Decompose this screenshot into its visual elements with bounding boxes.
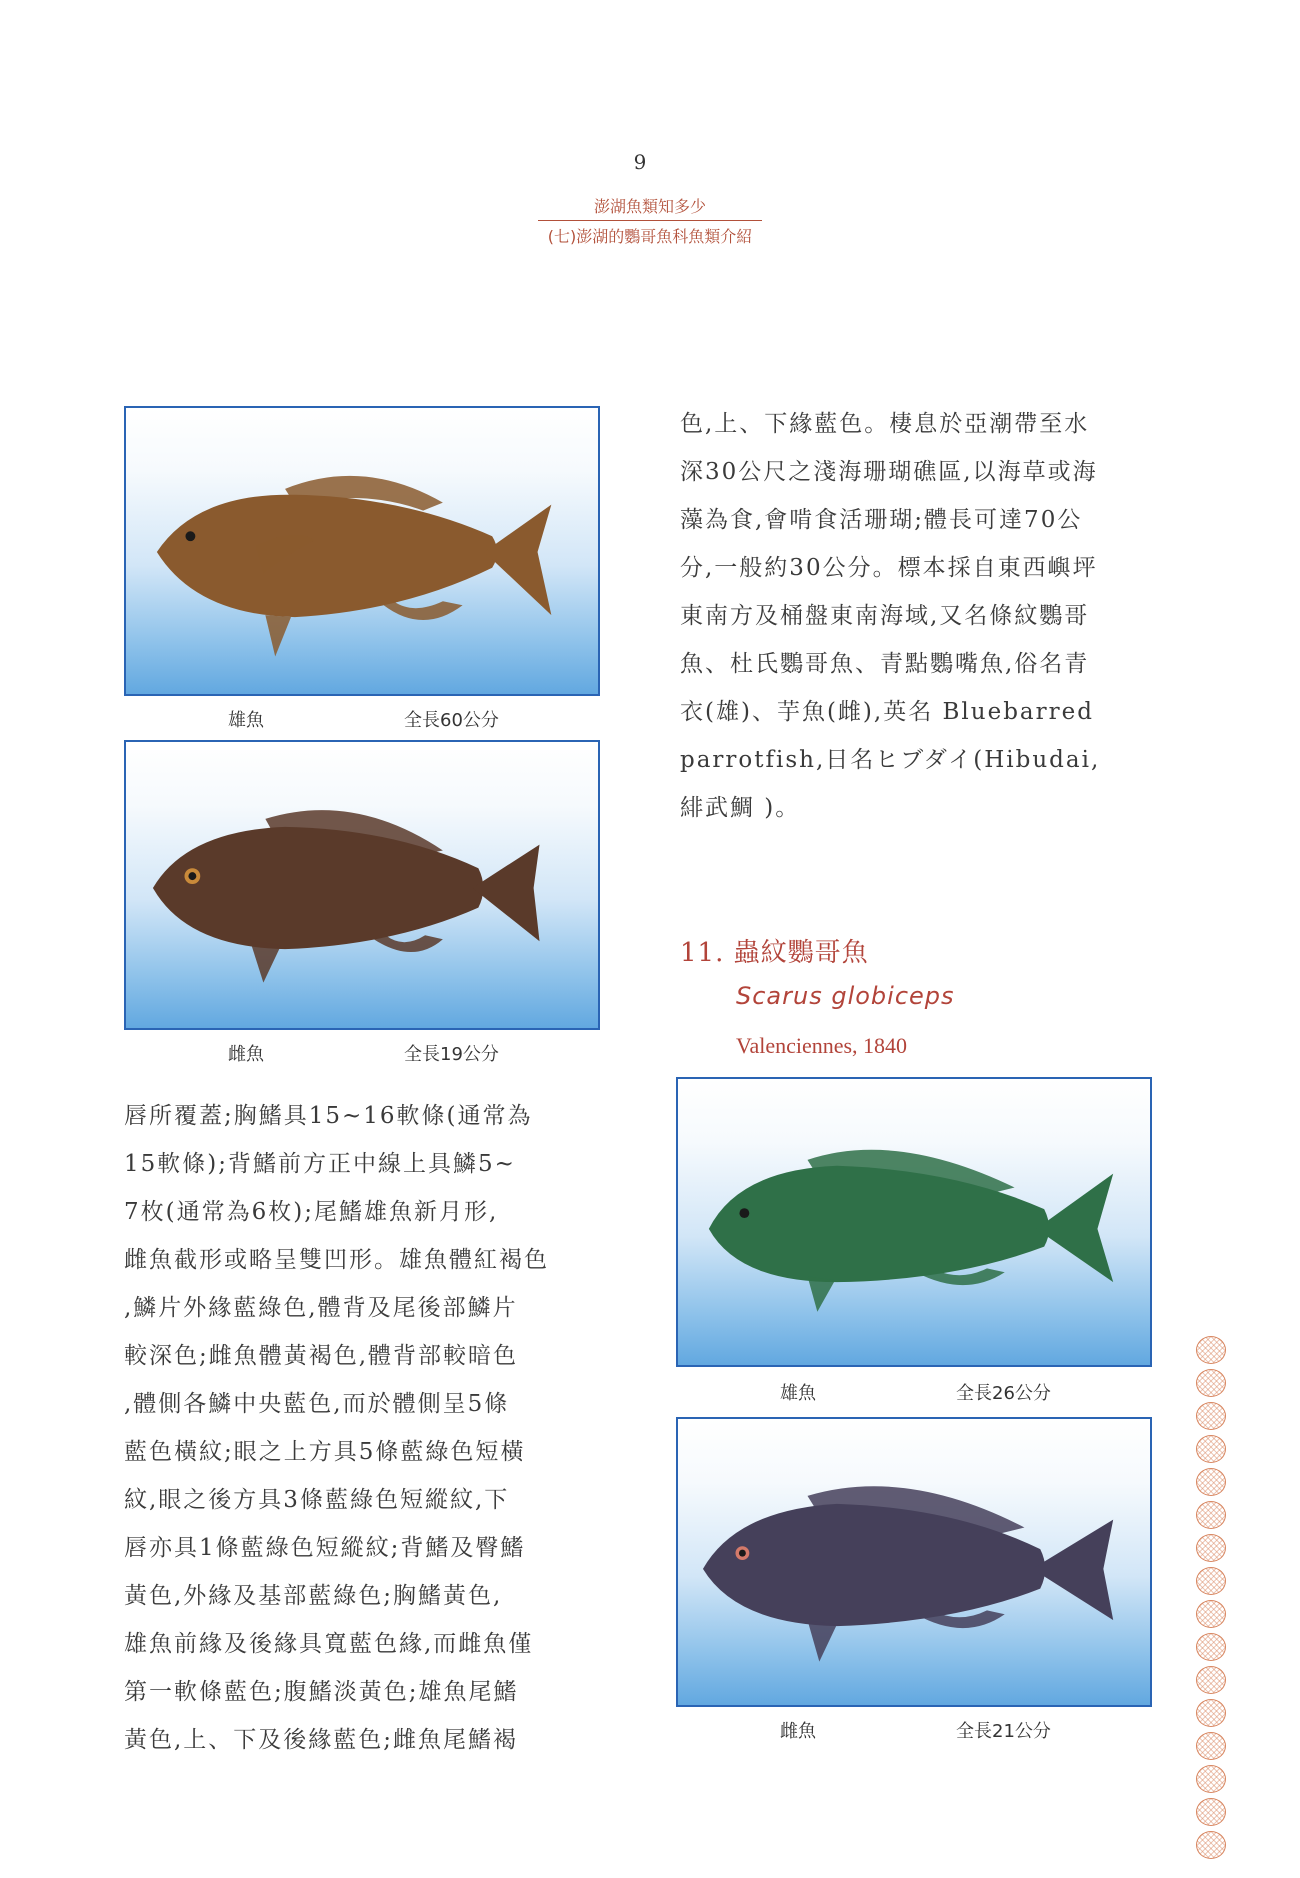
- ornament-coin: [1196, 1831, 1226, 1859]
- species-scientific-name: Scarus globiceps: [736, 982, 955, 1010]
- text-line: 7枚(通常為6枚);尾鰭雄魚新月形,: [124, 1199, 499, 1225]
- fish-photo-female-19cm: [124, 740, 600, 1030]
- photo-caption: [124, 706, 600, 732]
- caption-length: 全長19公分: [404, 1044, 499, 1065]
- text-line: 深30公尺之淺海珊瑚礁區,以海草或海: [680, 459, 1098, 485]
- text-line: 藍色橫紋;眼之上方具5條藍綠色短橫: [124, 1439, 526, 1465]
- ornament-coin: [1196, 1633, 1226, 1661]
- header-chapter-title: (七)澎湖的鸚哥魚科魚類介紹: [547, 227, 753, 246]
- text-line: 東南方及桶盤東南海域,又名條紋鸚哥: [680, 603, 1090, 629]
- text-line: 分,一般約30公分。標本採自東西嶼坪: [680, 555, 1098, 581]
- parrotfish-image: [678, 1079, 1150, 1365]
- text-line: 15軟條);背鰭前方正中線上具鱗5~: [124, 1151, 516, 1177]
- parrotfish-image: [126, 408, 598, 694]
- text-line: 紋,眼之後方具3條藍綠色短縱紋,下: [124, 1487, 510, 1513]
- page-number: 9: [633, 150, 647, 174]
- ornament-coin: [1196, 1765, 1226, 1793]
- text-line: 第一軟條藍色;腹鰭淡黃色;雄魚尾鰭: [124, 1679, 519, 1705]
- text-line: parrotfish,日名ヒブダイ(Hibudai,: [680, 747, 1101, 773]
- caption-sex: 雌魚: [228, 1044, 264, 1065]
- caption-length: 全長26公分: [956, 1383, 1051, 1404]
- parrotfish-image: [126, 742, 598, 1028]
- text-line: 黃色,外緣及基部藍綠色;胸鰭黃色,: [124, 1583, 503, 1609]
- text-line: 唇亦具1條藍綠色短縱紋;背鰭及臀鰭: [124, 1535, 526, 1561]
- fish-photo-male-60cm: [124, 406, 600, 696]
- ornament-coin: [1196, 1600, 1226, 1628]
- body-text-right-column: [680, 400, 1100, 832]
- ornament-coin: [1196, 1435, 1226, 1463]
- ornament-coin: [1196, 1336, 1226, 1364]
- running-header: [538, 194, 762, 247]
- photo-caption: [124, 1040, 600, 1066]
- photo-caption: [676, 1717, 1152, 1743]
- text-line: 藻為食,會啃食活珊瑚;體長可達70公: [680, 507, 1083, 533]
- body-text-left-column: [124, 1092, 549, 1764]
- ornament-coin: [1196, 1732, 1226, 1760]
- species-heading: 11. 蟲紋鸚哥魚: [680, 938, 869, 968]
- text-line: 唇所覆蓋;胸鰭具15~16軟條(通常為: [124, 1103, 533, 1129]
- ornament-coin: [1196, 1798, 1226, 1826]
- text-line: ,體側各鱗中央藍色,而於體側呈5條: [124, 1391, 510, 1417]
- text-line: 緋武鯛 )。: [680, 795, 801, 821]
- ornament-coin: [1196, 1567, 1226, 1595]
- text-line: 衣(雄)、芋魚(雌),英名 Bluebarred: [680, 699, 1094, 725]
- ornament-coin: [1196, 1534, 1226, 1562]
- parrotfish-image: [678, 1419, 1150, 1705]
- caption-length: 全長21公分: [956, 1721, 1051, 1742]
- text-line: 黃色,上、下及後緣藍色;雌魚尾鰭褐: [124, 1727, 519, 1753]
- ornament-coin: [1196, 1468, 1226, 1496]
- text-line: ,鱗片外緣藍綠色,體背及尾後部鱗片: [124, 1295, 518, 1321]
- text-line: 較深色;雌魚體黃褐色,體背部較暗色: [124, 1343, 519, 1369]
- ornament-coin: [1196, 1402, 1226, 1430]
- ornament-coin: [1196, 1369, 1226, 1397]
- ornament-coin: [1196, 1666, 1226, 1694]
- text-line: 雄魚前緣及後緣具寬藍色緣,而雌魚僅: [124, 1631, 534, 1657]
- caption-length: 全長60公分: [404, 710, 499, 731]
- decorative-side-ornament: [1196, 1336, 1230, 1859]
- text-line: 色,上、下緣藍色。棲息於亞潮帶至水: [680, 411, 1090, 437]
- species-author: Valenciennes, 1840: [736, 1033, 908, 1058]
- ornament-coin: [1196, 1699, 1226, 1727]
- caption-sex: 雄魚: [780, 1383, 816, 1404]
- photo-caption: [676, 1379, 1152, 1405]
- fish-photo-female-21cm: [676, 1417, 1152, 1707]
- caption-sex: 雌魚: [780, 1721, 816, 1742]
- caption-sex: 雄魚: [228, 710, 264, 731]
- text-line: 魚、杜氏鸚哥魚、青點鸚嘴魚,俗名青: [680, 651, 1090, 677]
- fish-photo-male-26cm: [676, 1077, 1152, 1367]
- ornament-coin: [1196, 1501, 1226, 1529]
- text-line: 雌魚截形或略呈雙凹形。雄魚體紅褐色: [124, 1247, 549, 1273]
- header-series-title: 澎湖魚類知多少: [538, 194, 762, 221]
